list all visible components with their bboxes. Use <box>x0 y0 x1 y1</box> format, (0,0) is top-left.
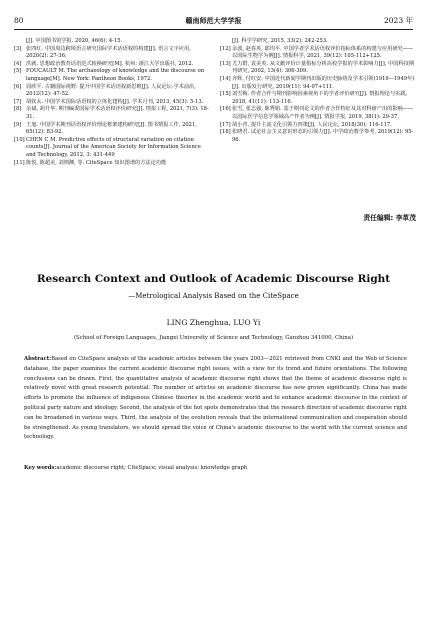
reference-entry <box>220 61 416 76</box>
reference-entry <box>14 38 210 46</box>
reference-number: [4] <box>14 60 22 67</box>
reference-entry <box>220 38 416 46</box>
reference-number: [6] <box>14 83 22 90</box>
english-subtitle: —Metrological Analysis Based on the CiteSpace <box>128 292 299 300</box>
reference-text: 尤力群, 袁美英. 从文献评价计量指标分析高校学报的学术影响力[J]. 中国科技期刊研究, 2002, 13(4): 306-309. <box>232 60 415 75</box>
reference-text: 胡小青, 提升主流文化引领力四策[J]. 人民论坛, 2018(30): 116-117. <box>232 121 392 128</box>
reference-text: 周欣平. 古籍国际视野: 提升中国学术话语权新思维[J]. 人民论坛·学术前沿, 2012(12): 47-52. <box>26 83 196 98</box>
header-rule <box>14 29 413 30</box>
reference-text: 王旭. 中国学术期刊话语权评价理论框架建构研究[J]. 图书情报工作, 2021, 65(12): 83-92. <box>26 121 197 136</box>
reference-text: 刘雪梅. 作者合作与期刊影响因素视角下的学者评价研究[J]. 情报理论与实践, 2018, 41(11): 113-116. <box>232 91 408 105</box>
reference-entry <box>220 76 416 91</box>
reference-number: [9] <box>14 121 22 128</box>
reference-number: [13] <box>220 60 231 67</box>
reference-entry <box>220 91 416 106</box>
author-affiliation: (School of Foreign Languages, Jiangxi University of Science and Technology, Ganzhou 341000, China) <box>73 335 354 341</box>
reference-entry <box>220 46 416 61</box>
reference-entry <box>14 68 210 83</box>
journal-name: 赣南师范大学学报 <box>185 17 242 25</box>
reference-number: [11] <box>14 159 25 166</box>
reference-entry <box>220 129 416 144</box>
author-names: LING Zhenghua, LUO Yi <box>166 318 261 327</box>
reference-number: [14] <box>220 75 231 82</box>
reference-text: [J]. 中国图书馆学报. 2020, 46(6): 4-15. <box>26 38 123 44</box>
english-title: Research Context and Outlook of Academic Discourse Right <box>36 273 391 285</box>
reference-text: [J]. 科学学研究, 2015, 33(2): 242-253. <box>232 38 328 44</box>
header-year: 2023 年 <box>384 16 413 25</box>
reference-entry <box>14 46 210 61</box>
reference-entry <box>14 122 210 137</box>
reference-entry <box>220 122 416 130</box>
running-header <box>14 14 413 28</box>
reference-number: [8] <box>14 106 22 113</box>
reference-entry <box>220 106 416 121</box>
abstract-label: Abstract: <box>24 356 52 362</box>
reference-text: 余斌, 胡升华. 期刊编委国际学术话语权评价研究[J]. 情报工程, 2021, 7(3): 18-31. <box>26 106 209 120</box>
reference-text: 张四红. 中国周边跨境语言研究国际学术话语权的构建[J]. 语言文字应用, 2020(2): 27-36. <box>26 45 191 60</box>
reference-number: [12] <box>220 45 231 52</box>
reference-text: 张晓君. 试论社会主义意识形态的引领力[J]. 中学政治教学参考, 2019(12): 95-96. <box>232 129 414 143</box>
reference-number: [17] <box>220 121 231 128</box>
keywords-text: academic discourse right; CiteSpace; visual analysis; knowledge graph <box>56 465 248 471</box>
reference-entry <box>14 84 210 99</box>
reference-text: 齐辉, 付红安. 中国近代新闻学期刊出版的历史脉络及学术引领(1919—1949年)[J]. 出版发行研究, 2019(11): 94-97+111. <box>232 75 415 90</box>
reference-entry <box>14 106 210 121</box>
reference-list-right <box>220 38 416 144</box>
reference-entry <box>14 137 210 160</box>
reference-text: CHEN C M. Predictive effects of structural variation on citation counts[J]. Journal of the American Society for Information Science and Technology, 2012, 3: 431-449 <box>26 136 201 158</box>
reference-number: [18] <box>220 129 231 136</box>
reference-number: [7] <box>14 98 22 105</box>
reference-number: [3] <box>14 45 22 52</box>
reference-number <box>220 38 232 46</box>
reference-text: 胡钦太. 中国学术国际话语权的立体化建构[J]. 学术月刊, 2013, 45(3): 5-13. <box>26 98 204 105</box>
abstract-text: Based on CiteSpace analysis of the academic articles between the years 2003—2021 retrieved from CNKI and the Web of Science database, the paper examines the current academic discourse right issues, with a view for its trend and future orientations. The following conclusions can be drawn. First, the quantitative analysis of academic discourse right shows that the theme of academic discourse right is relatively novel with great research potential. The number of articles on academic discourse has now grown significantly. China has made efforts to promote the influence of indigenous Chinese theories in the academic world and to enhance academic discourse in the context of political party nature and ideology. Second, the analysis of the hot spots demonstrates that the research direction of academic discourse right can be broadened in various ways. Third, the analysis of the evolution reveals that the international communication and cooperation should be strengthened. As young translators, we should spread the voice of China's academic discourse to the world with the current science and technology. <box>24 356 407 441</box>
responsible-editor: 责任编辑: 李革茂 <box>363 214 416 222</box>
reference-number: [15] <box>220 91 231 98</box>
reference-entry <box>14 61 210 69</box>
page-number: 80 <box>14 16 24 25</box>
reference-list-left <box>14 38 210 167</box>
reference-text: 张雪, 张志强, 陈秀娟. 基于期刊论文的作者合作特征及其对科研产出的影响——以国际医学信息学领域高产作者为例[J]. 情报学报, 2019, 38(1): 29-37. <box>232 106 414 120</box>
reference-number: [16] <box>220 106 231 113</box>
reference-text: 陈悦, 陈超美, 刘则渊, 等. CiteSpace 知识图谱的方法论功能 <box>26 159 167 166</box>
reference-text: 洪就. 思想政治教育话语范式转换研究[M]. 杭州: 浙江大学出版社, 2012. <box>26 60 194 67</box>
keywords-block <box>24 464 407 473</box>
reference-text: FOUCAULT M. The archaeology of knowledge and the discourse on language[M]. New York: Pantheon Books, 1972. <box>26 68 205 82</box>
reference-number <box>14 38 26 46</box>
reference-text: 余波, 赵春英, 邱均平. 中国学者学术话语权评价指标体系的构建与应用研究——以国际生物学为例[J]. 情报科学, 2021, 39(12): 105-112+125. <box>232 45 414 60</box>
reference-number: [10] <box>14 136 25 143</box>
reference-number: [5] <box>14 68 22 75</box>
abstract-block <box>24 355 407 443</box>
reference-entry <box>14 160 210 168</box>
keywords-label: Key words: <box>24 465 57 471</box>
